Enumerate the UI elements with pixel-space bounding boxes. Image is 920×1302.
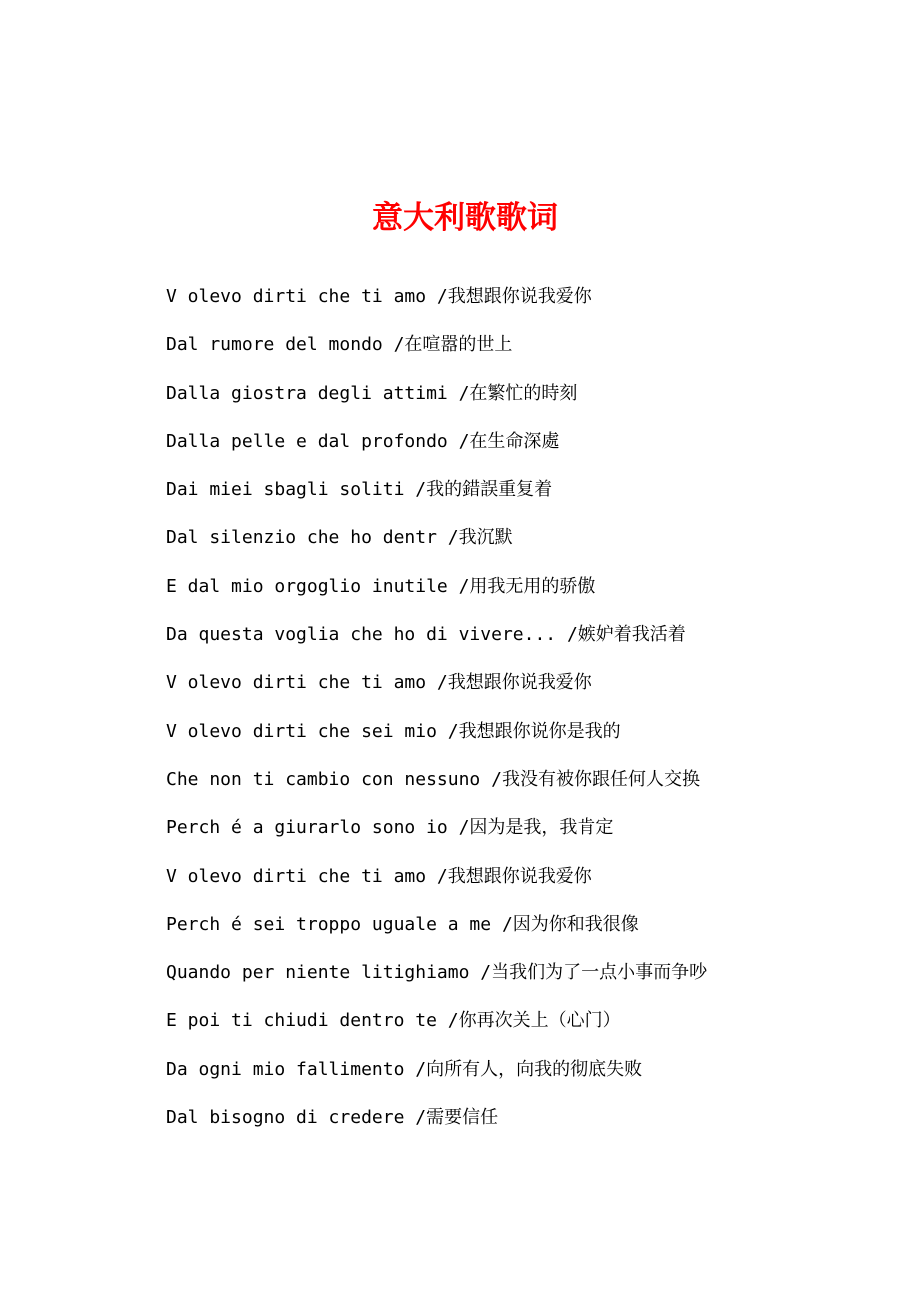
- lyric-line: Da questa voglia che ho di vivere... /嫉妒着我活着: [166, 624, 686, 646]
- lyric-line: Da ogni mio fallimento /向所有人，向我的彻底失败: [166, 1058, 643, 1080]
- lyric-line: E poi ti chiudi dentro te /你再次关上（心门）: [166, 1010, 621, 1032]
- lyric-line: Dal rumore del mondo /在喧嚣的世上: [166, 334, 513, 356]
- lyric-line: Dalla pelle e dal profondo /在生命深處: [166, 430, 560, 452]
- lyric-line: V olevo dirti che ti amo /我想跟你说我爱你: [166, 672, 592, 694]
- lyric-line: V olevo dirti che ti amo /我想跟你说我爱你: [166, 865, 592, 887]
- lyric-line: Dal silenzio che ho dentr /我沉默: [166, 527, 513, 549]
- lyric-line: Dal bisogno di credere /需要信任: [166, 1107, 499, 1129]
- lyric-line: Dalla giostra degli attimi /在繁忙的時刻: [166, 382, 578, 404]
- lyric-line: Quando per niente litighiamo /当我们为了一点小事而争吵: [166, 962, 708, 984]
- lyric-line: Che non ti cambio con nessuno /我没有被你跟任何人交换: [166, 768, 700, 790]
- lyric-line: Perch é sei troppo uguale a me /因为你和我很像: [166, 913, 639, 935]
- lyric-line: E dal mio orgoglio inutile /用我无用的骄傲: [166, 575, 596, 597]
- lyric-line: V olevo dirti che sei mio /我想跟你说你是我的: [166, 720, 621, 742]
- page-title: 意大利歌歌词: [372, 200, 558, 236]
- lyric-line: Perch é a giurarlo sono io /因为是我，我肯定: [166, 817, 614, 839]
- lyric-line: Dai miei sbagli soliti /我的錯誤重复着: [166, 479, 553, 501]
- lyrics-list: [166, 280, 886, 1149]
- lyric-line: V olevo dirti che ti amo /我想跟你说我爱你: [166, 286, 592, 307]
